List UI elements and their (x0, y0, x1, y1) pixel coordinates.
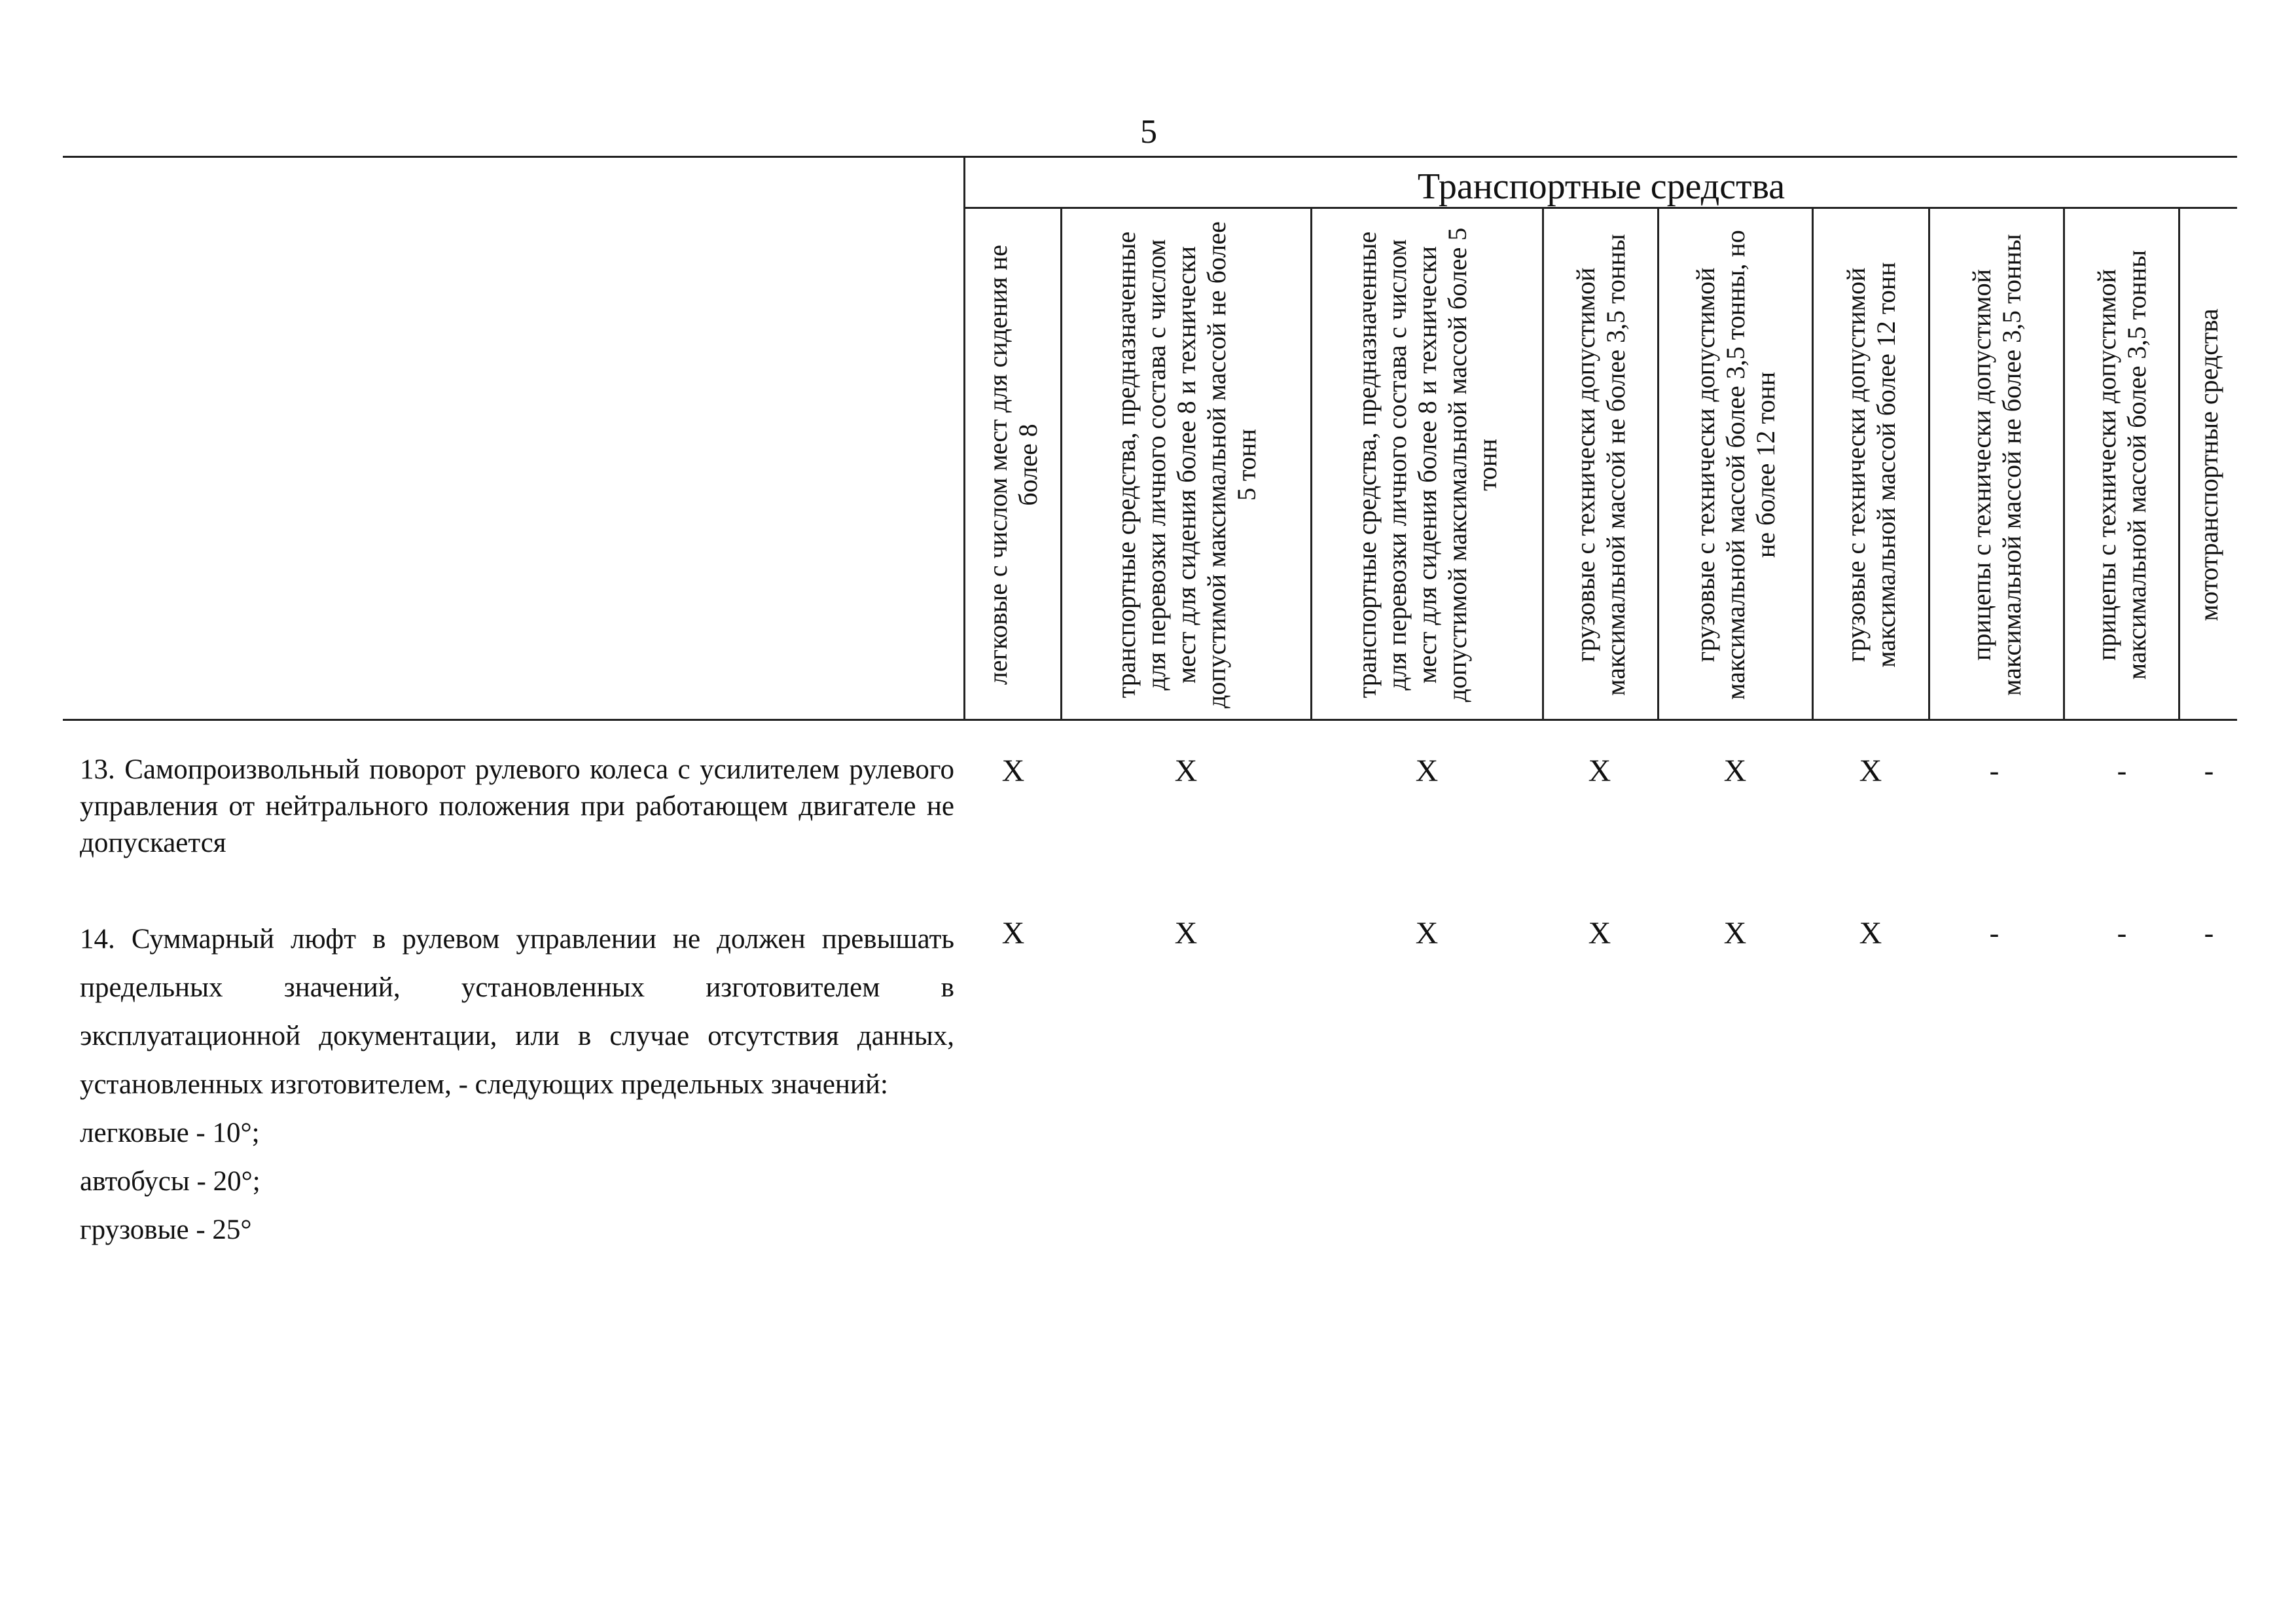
column-header-trailer-heavy (2065, 210, 2178, 720)
table-cell-mark: - (1989, 755, 2000, 787)
row-14-paragraph: 14. Суммарный люфт в рулевом управлении не должен превышать предельных значений, установленных изготовителем в эксплуатационной документации, или в случае отсутствия данных, установленных изготовителем, - следующих предельных значений: (80, 924, 954, 1100)
table-cell-mark: X (1723, 754, 1747, 788)
table-cell-mark: X (1001, 754, 1025, 788)
table-cell-mark: X (1174, 754, 1198, 788)
table-cell-mark: X (1859, 916, 1882, 951)
table-cell-mark: - (2204, 917, 2214, 949)
table-cell-mark: - (2204, 755, 2214, 787)
table-cell-mark: X (1723, 916, 1747, 951)
column-header-text: легковые с числом мест для сидения не более 8 (982, 244, 1043, 685)
table-cell-mark: X (1001, 916, 1025, 951)
row-14-limit-line: автобусы - 20°; (80, 1166, 260, 1197)
column-header-motorcycle (2180, 210, 2237, 720)
group-header: Транспортные средства (1417, 166, 1785, 207)
column-header-truck-heavy (1814, 210, 1928, 720)
column-header-text: прицепы с технически допустимой максимальной массой не более 3,5 тонны (1966, 234, 2026, 696)
table-cell-mark: X (1415, 754, 1439, 788)
column-header-truck-medium (1659, 210, 1812, 720)
column-header-text: мототранспортные средства (2193, 308, 2223, 621)
column-header-text: прицепы с технически допустимой максимальной массой более 3,5 тонны (2091, 249, 2151, 680)
column-header-text: транспортные средства, предназначенные для перевозки личного состава с числом мест для сидения более 8 и технически допустимой максимальной массой не более 5 тонн (1111, 221, 1261, 708)
column-header-truck-light (1544, 210, 1657, 720)
column-header-passenger (965, 210, 1060, 720)
column-header-text: грузовые с технически допустимой максимальной массой более 3,5 тонны, но не более 12 тонн (1690, 230, 1780, 700)
column-header-personnel-light (1062, 210, 1310, 720)
row-14-limit-line: грузовые - 25° (80, 1214, 252, 1245)
table-cell-mark: X (1588, 916, 1611, 951)
column-header-text: транспортные средства, предназначенные для перевозки личного состава с числом мест для сидения более 8 и технически допустимой максимальной массой более 5 тонн (1352, 227, 1502, 702)
column-header-text: грузовые с технически допустимой максимальной массой более 12 тонн (1840, 262, 1901, 668)
table-cell-mark: X (1859, 754, 1882, 788)
table-row-13-text: 13. Самопроизвольный поворот рулевого колеса с усилителем рулевого управления от нейтрального положения при работающем двигателе не допускается (80, 754, 954, 858)
column-header-text: грузовые с технически допустимой максимальной массой не более 3,5 тонны (1570, 234, 1630, 696)
page-number: 5 (1140, 113, 1157, 151)
column-header-trailer-light (1930, 210, 2063, 720)
table-row-14-text (80, 915, 954, 1254)
table-cell-mark: X (1174, 916, 1198, 951)
table-cell-mark: - (2117, 917, 2127, 949)
table-cell-mark: X (1588, 754, 1611, 788)
table-top-rule (63, 156, 2237, 158)
column-header-personnel-heavy (1312, 210, 1542, 720)
table-cell-mark: X (1415, 916, 1439, 951)
table-cell-mark: - (2117, 755, 2127, 787)
table-cell-mark: - (1989, 917, 2000, 949)
row-14-limit-line: легковые - 10°; (80, 1118, 260, 1148)
